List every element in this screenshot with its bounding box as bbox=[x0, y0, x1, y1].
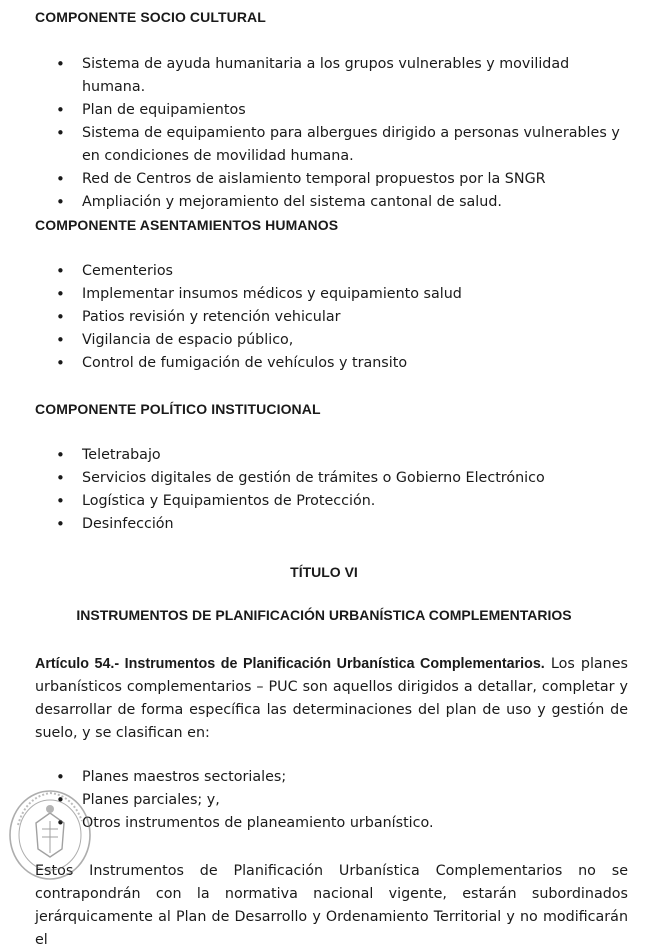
list-item: • Servicios digitales de gestión de trámites o Gobierno Electrónico bbox=[0, 467, 627, 490]
title-name: INSTRUMENTOS DE PLANIFICACIÓN URBANÍSTICA COMPLEMENTARIOS bbox=[76, 607, 572, 623]
title-number: TÍTULO VI bbox=[290, 564, 358, 580]
list-item: • Desinfección bbox=[0, 513, 627, 536]
list-item: • Implementar insumos médicos y equipamiento salud bbox=[0, 283, 627, 306]
list-socio-cultural bbox=[0, 53, 627, 214]
seal-stamp-icon bbox=[6, 783, 98, 883]
list-item: • Cementerios bbox=[0, 260, 627, 283]
heading-socio-cultural: COMPONENTE SOCIO CULTURAL bbox=[35, 9, 266, 25]
closing-paragraph: Estos Instrumentos de Planificación Urbanística Complementarios no se contrapondrán con la normativa nacional vigente, estarán subordinados jerárquicamente al Plan de Desarrollo y Ordenamiento Territorial y no modificarán el bbox=[35, 863, 628, 948]
list-item: • Logística y Equipamientos de Protección. bbox=[0, 490, 627, 513]
article-label: Artículo 54.- Instrumentos de Planificación Urbanística Complementarios. bbox=[35, 656, 545, 672]
list-item: • Patios revisión y retención vehicular bbox=[0, 306, 627, 329]
list-item: • Plan de equipamientos bbox=[0, 99, 627, 122]
list-item: • Sistema de equipamiento para albergues dirigido a personas vulnerables y en condiciones de movilidad humana. bbox=[0, 122, 627, 168]
article-text: Los planes urbanísticos complementarios – PUC son aquellos dirigidos a detallar, completar y desarrollar de forma específica las determinaciones del plan de uso y gestión de suelo, y se clasifican en: bbox=[35, 656, 628, 741]
list-item: • Teletrabajo bbox=[0, 444, 627, 467]
list-item: • Red de Centros de aislamiento temporal propuestos por la SNGR bbox=[0, 168, 627, 191]
list-item: • Planes parciales; y, bbox=[0, 789, 627, 812]
list-asentamientos bbox=[0, 260, 627, 375]
list-item: • Vigilancia de espacio público, bbox=[0, 329, 627, 352]
list-item: • Planes maestros sectoriales; bbox=[0, 766, 627, 789]
list-item: • Control de fumigación de vehículos y transito bbox=[0, 352, 627, 375]
list-politico bbox=[0, 444, 627, 536]
list-item: • Sistema de ayuda humanitaria a los grupos vulnerables y movilidad humana. bbox=[0, 53, 627, 99]
article-paragraph bbox=[35, 653, 628, 745]
list-item: • Otros instrumentos de planeamiento urbanístico. bbox=[0, 812, 627, 835]
heading-politico: COMPONENTE POLÍTICO INSTITUCIONAL bbox=[35, 401, 321, 417]
heading-asentamientos: COMPONENTE ASENTAMIENTOS HUMANOS bbox=[35, 217, 339, 233]
list-item: • Ampliación y mejoramiento del sistema cantonal de salud. bbox=[0, 191, 627, 214]
